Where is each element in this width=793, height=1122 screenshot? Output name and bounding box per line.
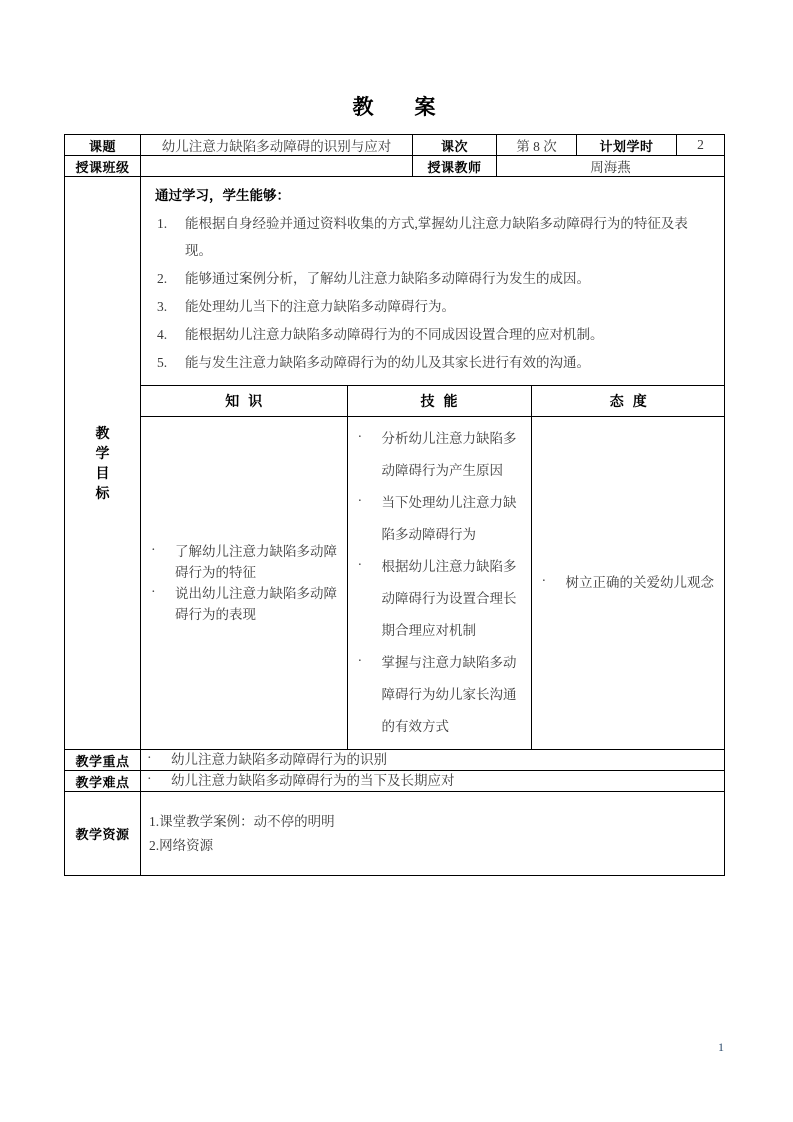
class-value <box>141 156 413 177</box>
list-item: 能与发生注意力缺陷多动障碍行为的幼儿及其家长进行有效的沟通。 <box>185 355 590 370</box>
resource-line: 1.课堂教学案例：动不停的明明 <box>149 813 335 829</box>
resource-line: 2.网络资源 <box>149 837 214 853</box>
list-item: · 说出幼儿注意力缺陷多动障碍行为的表现 <box>145 583 343 625</box>
knowledge-list <box>145 541 343 625</box>
class-label: 授课班级 <box>65 156 141 177</box>
attitude-header: 态度 <box>531 386 725 417</box>
key-points-body <box>141 750 725 771</box>
difficult-points-body <box>141 771 725 792</box>
session-label: 课次 <box>413 135 497 156</box>
topic-label: 课题 <box>65 135 141 156</box>
kst-content-row <box>141 417 725 750</box>
skills-cell <box>347 417 531 750</box>
key-points-label: 教学重点 <box>65 750 141 771</box>
list-item: · 了解幼儿注意力缺陷多动障碍行为的特征 <box>145 541 343 583</box>
resources-label: 教学资源 <box>65 792 141 876</box>
objectives-list <box>141 210 724 385</box>
topic-value: 幼儿注意力缺陷多动障碍的识别与应对 <box>141 135 413 156</box>
objectives-label-cell <box>65 177 141 750</box>
objectives-intro: 通过学习，学生能够： <box>155 188 290 203</box>
table-row-key-points <box>65 750 725 771</box>
attitude-cell <box>531 417 725 750</box>
table-row-topic <box>65 135 725 156</box>
list-item: · 掌握与注意力缺陷多动障碍行为幼儿家长沟通的有效方式 <box>352 647 527 743</box>
page-title: 教 案 <box>352 96 446 119</box>
kst-header-row <box>141 386 725 417</box>
list-item: · 幼儿注意力缺陷多动障碍行为的当下及长期应对 <box>141 771 724 791</box>
list-item: · 当下处理幼儿注意力缺陷多动障碍行为 <box>352 487 527 551</box>
table-row-resources <box>65 792 725 876</box>
list-item: · 分析幼儿注意力缺陷多动障碍行为产生原因 <box>352 423 527 487</box>
hours-label: 计划学时 <box>577 135 677 156</box>
attitude-list <box>536 567 722 599</box>
list-item: 能处理幼儿当下的注意力缺陷多动障碍行为。 <box>185 299 455 314</box>
difficult-points-list <box>141 771 724 791</box>
knowledge-header: 知识 <box>141 386 347 417</box>
session-value: 第 8 次 <box>497 135 577 156</box>
lesson-plan-table <box>64 134 725 876</box>
resources-body <box>141 792 725 876</box>
objectives-label: 教学目标 <box>95 425 110 501</box>
list-item: 能根据自身经验并通过资料收集的方式,掌握幼儿注意力缺陷多动障碍行为的特征及表现。 <box>185 216 688 258</box>
list-item: 能根据幼儿注意力缺陷多动障碍行为的不同成因设置合理的应对机制。 <box>185 327 604 342</box>
table-row-objectives <box>65 177 725 750</box>
table-row-difficult-points <box>65 771 725 792</box>
knowledge-skills-attitude-table <box>141 385 725 749</box>
skills-header: 技能 <box>347 386 531 417</box>
teacher-value: 周海燕 <box>497 156 725 177</box>
list-item: · 树立正确的关爱幼儿观念 <box>536 567 722 599</box>
hours-value: 2 <box>677 135 725 156</box>
table-row-class <box>65 156 725 177</box>
knowledge-cell <box>141 417 347 750</box>
list-item: 能够通过案例分析，了解幼儿注意力缺陷多动障碍行为发生的成因。 <box>185 271 590 286</box>
difficult-points-label: 教学难点 <box>65 771 141 792</box>
teacher-label: 授课教师 <box>413 156 497 177</box>
key-points-list <box>141 750 724 770</box>
page-number: 1 <box>718 1040 724 1054</box>
list-item: · 根据幼儿注意力缺陷多动障碍行为设置合理长期合理应对机制 <box>352 551 527 647</box>
skills-list <box>352 423 527 743</box>
list-item: · 幼儿注意力缺陷多动障碍行为的识别 <box>141 750 724 770</box>
objectives-body <box>141 177 725 750</box>
